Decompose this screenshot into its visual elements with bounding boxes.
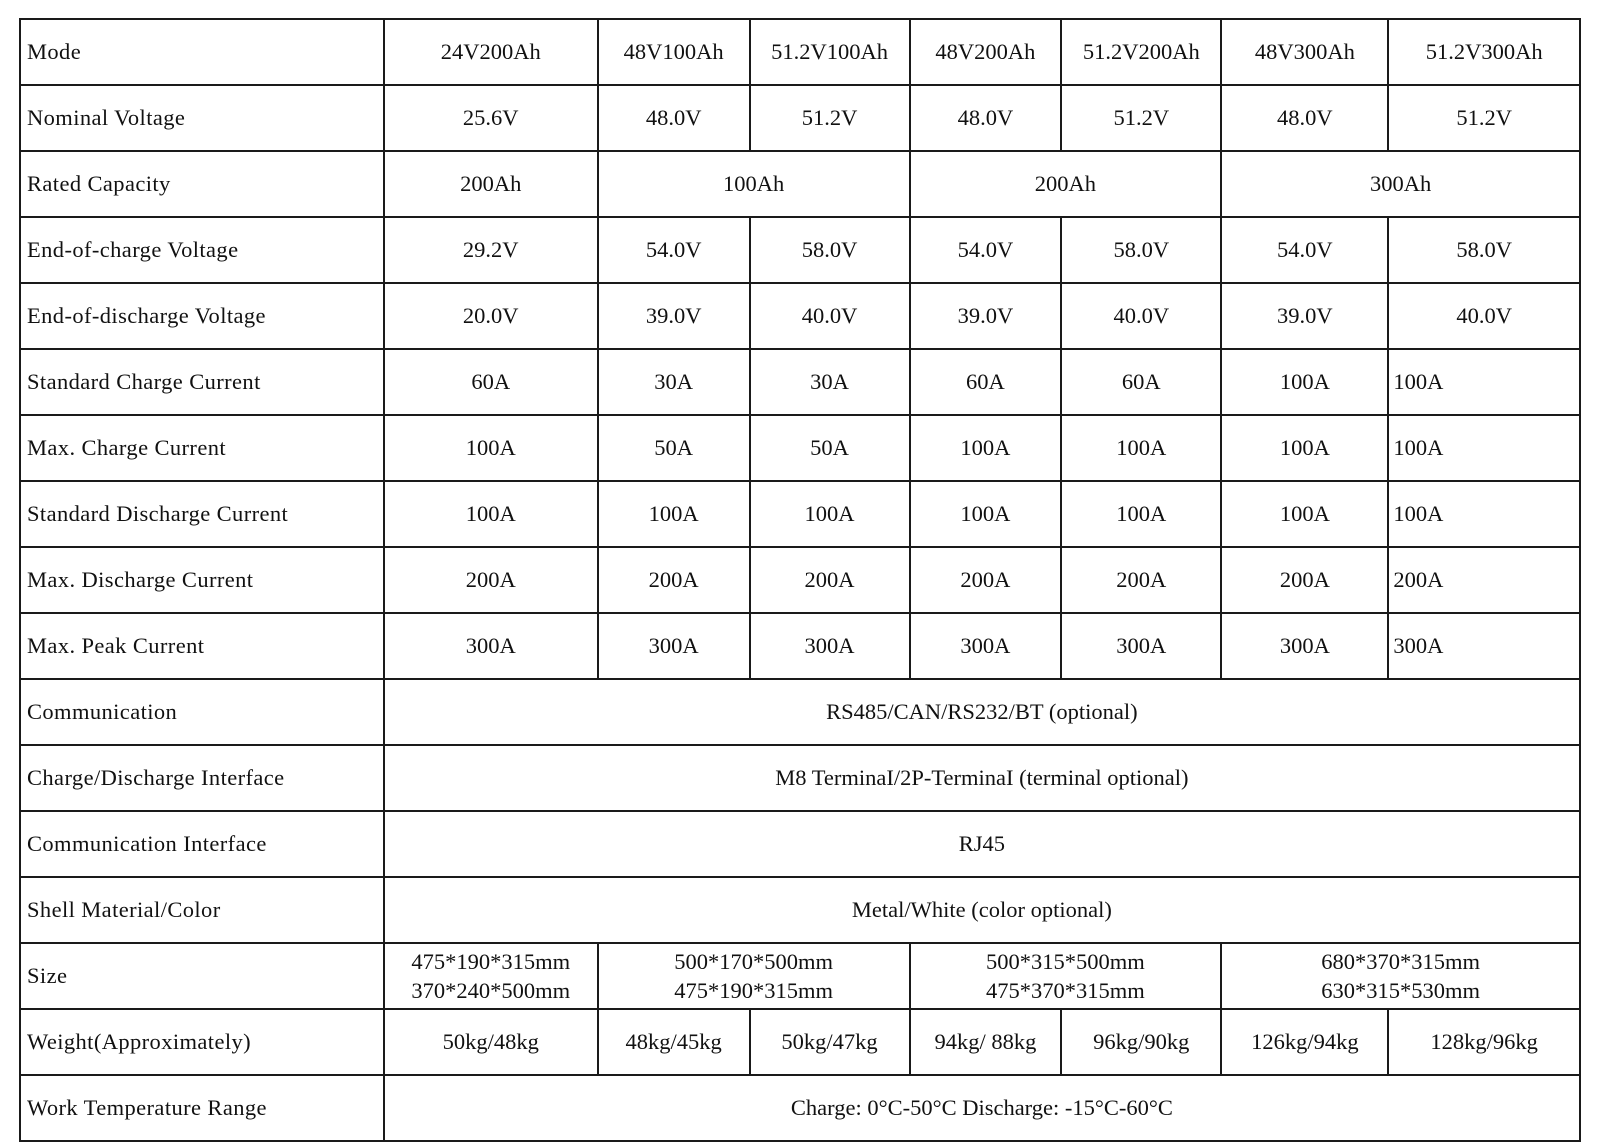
value-cell: 60A [910,349,1062,415]
row-max-peak-current [20,613,1580,679]
value-cell: 60A [384,349,598,415]
value-cell: 54.0V [910,217,1062,283]
value-cell: 300A [1221,613,1388,679]
value-cell: 300A [1388,613,1580,679]
row-label: Mode [20,19,384,85]
row-charge-discharge-interface [20,745,1580,811]
value-cell: 100A [1221,415,1388,481]
value-cell: RS485/CAN/RS232/BT (optional) [384,679,1580,745]
value-cell: 94kg/ 88kg [910,1009,1062,1075]
value-cell: 51.2V100Ah [750,19,910,85]
value-cell: 29.2V [384,217,598,283]
size-line: 680*370*315mm [1321,949,1481,974]
row-weight [20,1009,1580,1075]
row-label: Max. Peak Current [20,613,384,679]
value-cell: 48.0V [1221,85,1388,151]
value-cell: 200Ah [384,151,598,217]
value-cell: M8 TerminaI/2P-TerminaI (terminal optional) [384,745,1580,811]
size-line: 475*370*315mm [986,978,1145,1003]
value-cell: 48kg/45kg [598,1009,750,1075]
value-cell: 51.2V300Ah [1388,19,1580,85]
row-size [20,943,1580,1009]
value-cell: 200A [1061,547,1221,613]
row-standard-charge-current [20,349,1580,415]
value-cell: RJ45 [384,811,1580,877]
row-work-temperature-range [20,1075,1580,1141]
row-label: Standard Charge Current [20,349,384,415]
battery-spec-table [19,18,1581,1142]
value-cell: 30A [598,349,750,415]
value-cell: 200A [910,547,1062,613]
value-cell: 100A [1221,481,1388,547]
value-cell: 96kg/90kg [1061,1009,1221,1075]
value-cell: 40.0V [750,283,910,349]
row-label: End-of-discharge Voltage [20,283,384,349]
row-label: End-of-charge Voltage [20,217,384,283]
row-label: Size [20,943,384,1009]
value-cell: 100A [910,415,1062,481]
value-cell: 30A [750,349,910,415]
value-cell: 54.0V [598,217,750,283]
value-cell: 50A [750,415,910,481]
value-cell: 40.0V [1061,283,1221,349]
row-label: Weight(Approximately) [20,1009,384,1075]
value-cell: 100A [598,481,750,547]
value-cell: 51.2V200Ah [1061,19,1221,85]
row-label: Max. Charge Current [20,415,384,481]
row-label: Communication [20,679,384,745]
value-cell: 100A [1388,415,1580,481]
value-cell: 200A [598,547,750,613]
size-line: 475*190*315mm [411,949,571,974]
value-cell: 200A [384,547,598,613]
row-label: Standard Discharge Current [20,481,384,547]
row-label: Nominal Voltage [20,85,384,151]
value-cell: Charge: 0°C-50°C Discharge: -15°C-60°C [384,1075,1580,1141]
value-cell: 58.0V [750,217,910,283]
row-standard-discharge-current [20,481,1580,547]
row-end-of-discharge-voltage [20,283,1580,349]
row-label: Charge/Discharge Interface [20,745,384,811]
row-communication [20,679,1580,745]
value-cell [1221,943,1580,1009]
value-cell: 200A [1221,547,1388,613]
value-cell: 25.6V [384,85,598,151]
value-cell: 58.0V [1388,217,1580,283]
row-label: Rated Capacity [20,151,384,217]
value-cell: 100A [1061,415,1221,481]
value-cell: 100A [1061,481,1221,547]
row-label: Work Temperature Range [20,1075,384,1141]
row-label: Communication Interface [20,811,384,877]
value-cell: 100A [384,415,598,481]
row-label: Shell Material/Color [20,877,384,943]
value-cell: 39.0V [598,283,750,349]
value-cell [384,943,598,1009]
value-cell: 300Ah [1221,151,1580,217]
value-cell: 100Ah [598,151,910,217]
value-cell: 128kg/96kg [1388,1009,1580,1075]
value-cell: 54.0V [1221,217,1388,283]
value-cell: 300A [598,613,750,679]
size-line: 500*315*500mm [986,949,1145,974]
value-cell: 24V200Ah [384,19,598,85]
value-cell: 300A [1061,613,1221,679]
value-cell: 100A [750,481,910,547]
value-cell: 300A [910,613,1062,679]
value-cell: 60A [1061,349,1221,415]
row-communication-interface [20,811,1580,877]
value-cell: 39.0V [1221,283,1388,349]
value-cell [910,943,1222,1009]
value-cell: Metal/White (color optional) [384,877,1580,943]
value-cell: 100A [1388,481,1580,547]
size-line: 500*170*500mm [674,949,833,974]
value-cell [598,943,910,1009]
size-line: 630*315*530mm [1321,978,1481,1003]
value-cell: 200Ah [910,151,1222,217]
value-cell: 300A [750,613,910,679]
value-cell: 48.0V [598,85,750,151]
row-rated-capacity [20,151,1580,217]
value-cell: 100A [1221,349,1388,415]
value-cell: 100A [384,481,598,547]
value-cell: 48.0V [910,85,1062,151]
row-shell-material-color [20,877,1580,943]
value-cell: 58.0V [1061,217,1221,283]
row-label: Max. Discharge Current [20,547,384,613]
value-cell: 51.2V [750,85,910,151]
row-max-charge-current [20,415,1580,481]
row-end-of-charge-voltage [20,217,1580,283]
value-cell: 48V300Ah [1221,19,1388,85]
value-cell: 200A [750,547,910,613]
value-cell: 40.0V [1388,283,1580,349]
row-max-discharge-current [20,547,1580,613]
size-line: 370*240*500mm [411,978,571,1003]
value-cell: 51.2V [1388,85,1580,151]
value-cell: 300A [384,613,598,679]
row-mode [20,19,1580,85]
value-cell: 50A [598,415,750,481]
value-cell: 50kg/48kg [384,1009,598,1075]
value-cell: 20.0V [384,283,598,349]
value-cell: 39.0V [910,283,1062,349]
value-cell: 100A [1388,349,1580,415]
value-cell: 126kg/94kg [1221,1009,1388,1075]
value-cell: 48V200Ah [910,19,1062,85]
value-cell: 200A [1388,547,1580,613]
row-nominal-voltage [20,85,1580,151]
value-cell: 48V100Ah [598,19,750,85]
value-cell: 100A [910,481,1062,547]
size-line: 475*190*315mm [674,978,833,1003]
value-cell: 50kg/47kg [750,1009,910,1075]
value-cell: 51.2V [1061,85,1221,151]
